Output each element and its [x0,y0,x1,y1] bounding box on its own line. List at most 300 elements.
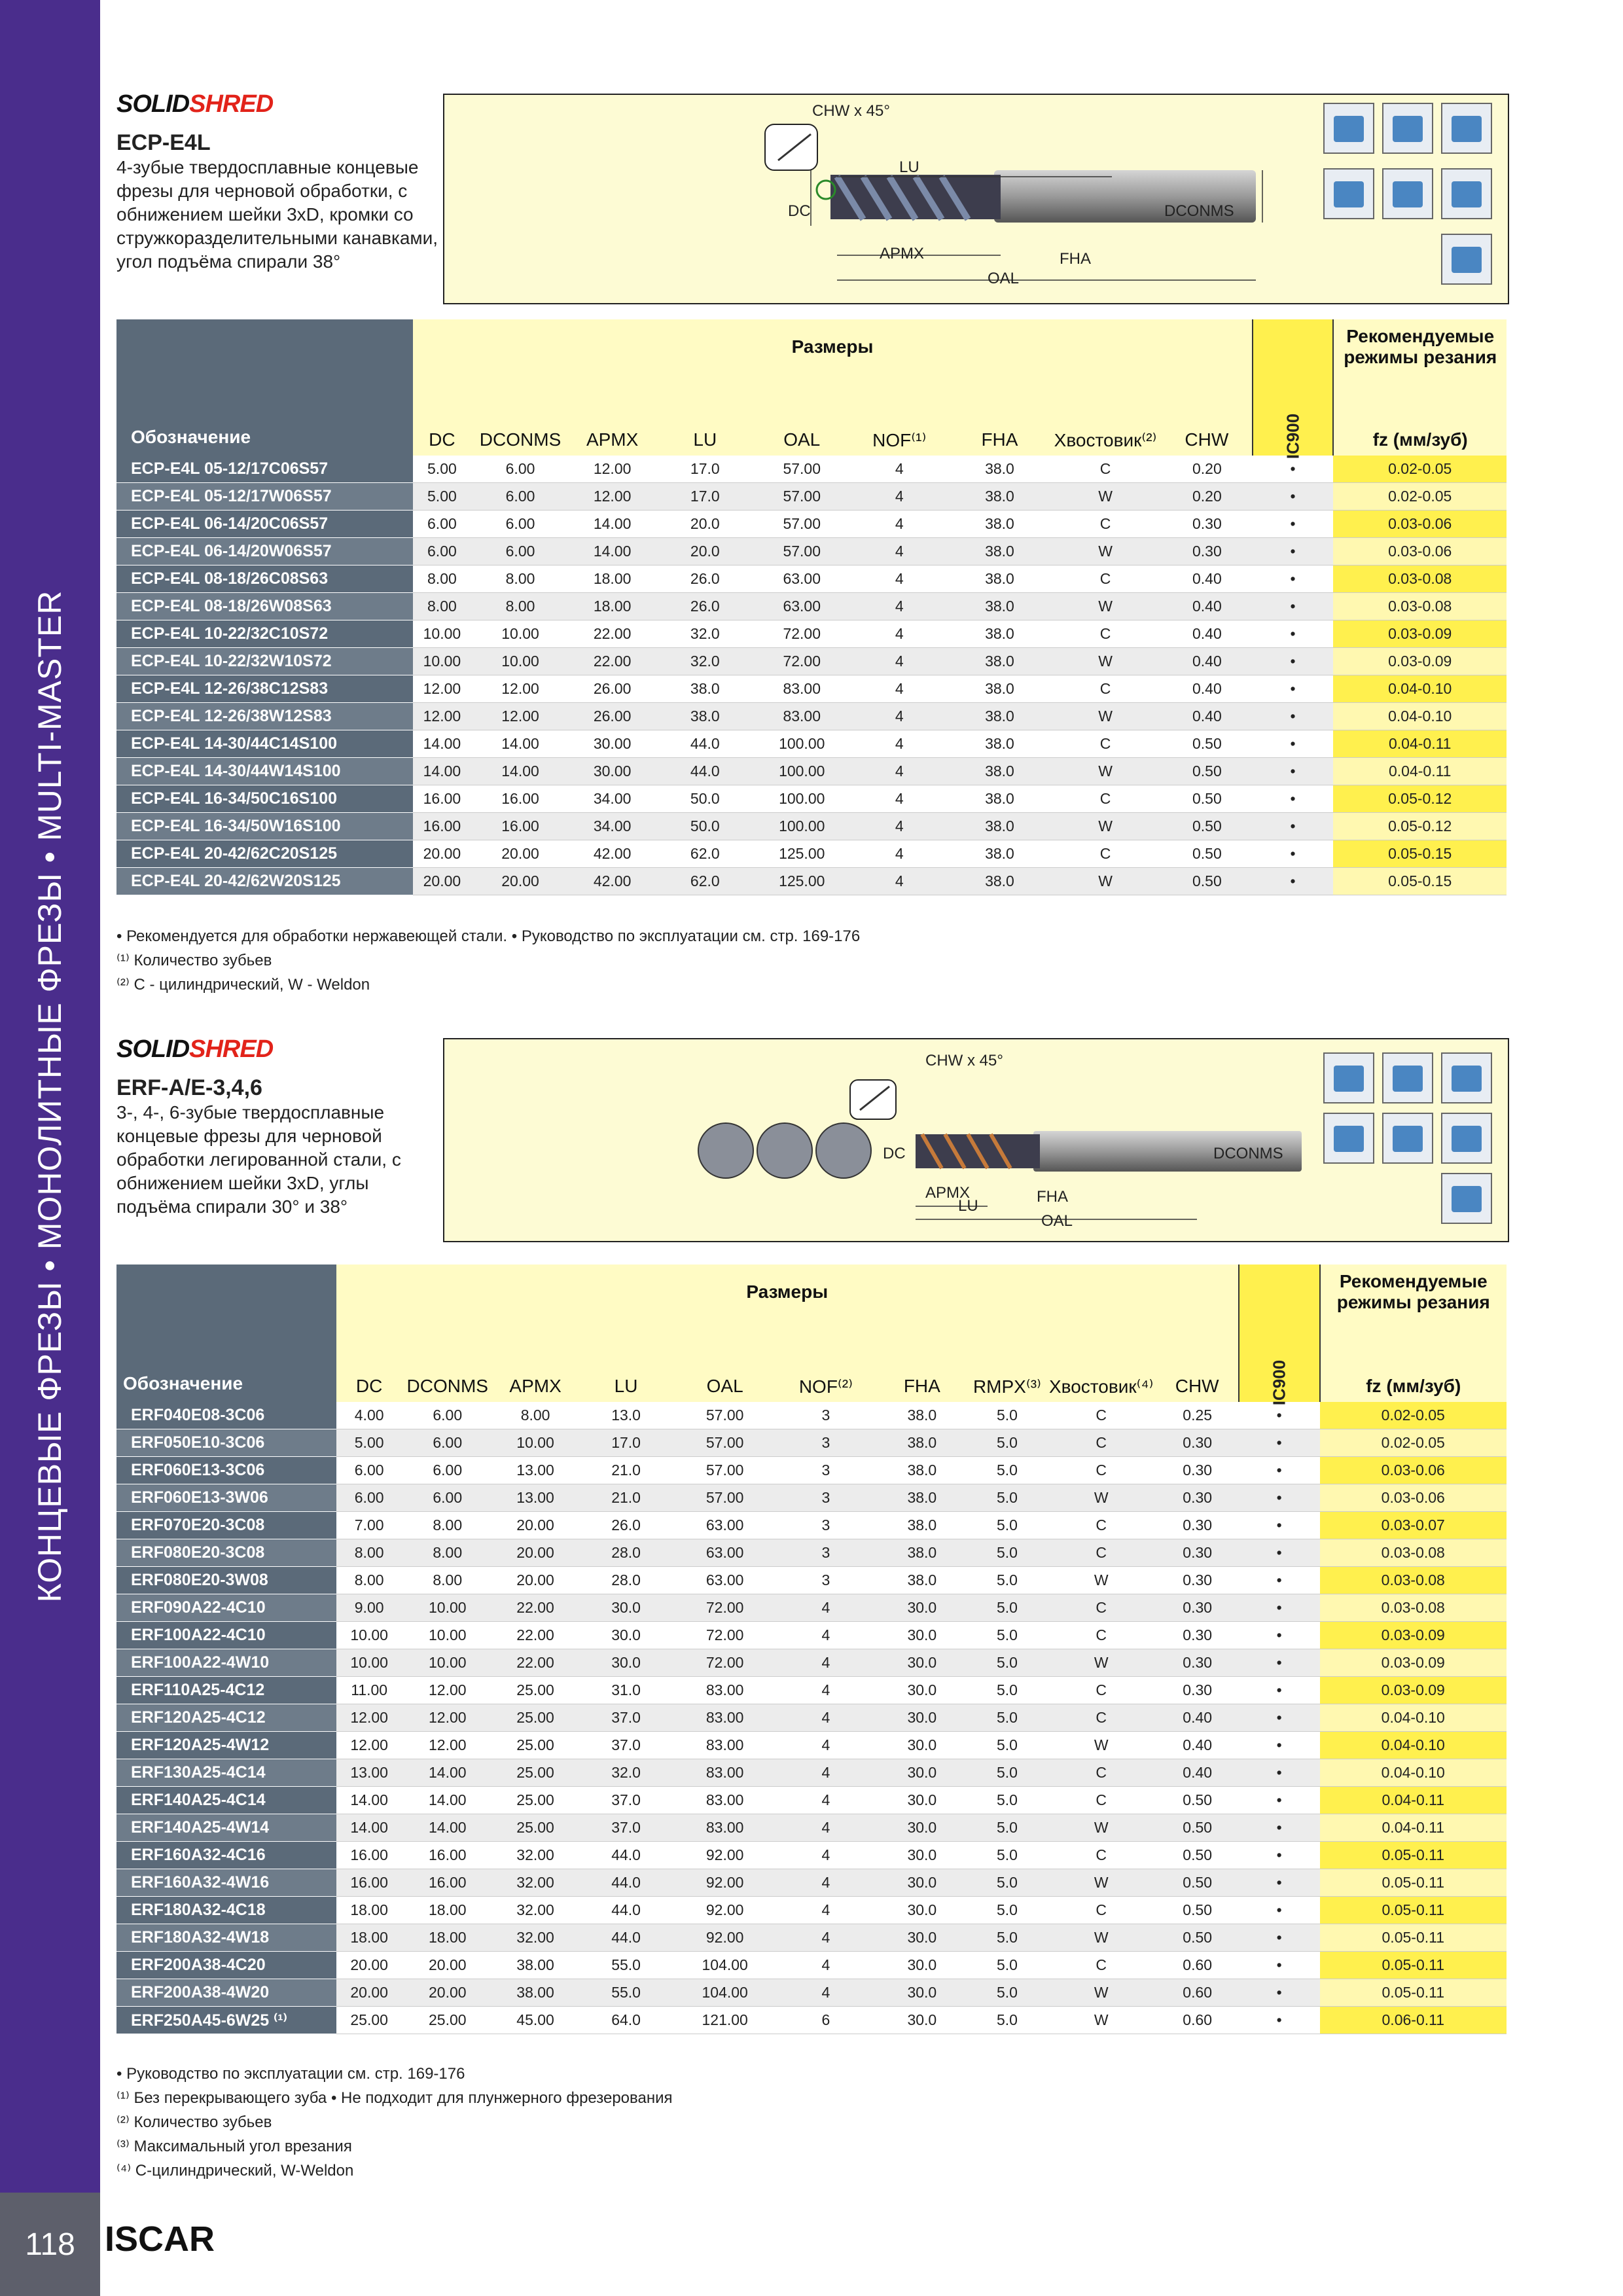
value-cell: 100.00 [755,785,849,813]
grade-availability-cell: • [1239,1759,1320,1787]
value-cell: 0.40 [1162,648,1253,675]
table-row [116,1622,1507,1649]
value-cell: 5.0 [968,1402,1046,1429]
fz-cell: 0.03-0.09 [1320,1622,1507,1649]
value-cell: 4 [849,785,950,813]
footnote: • Рекомендуется для обработки нержавеющей стали. • Руководство по эксплуатации см. стр. 169-176 [116,927,861,945]
value-cell: 5.0 [968,1457,1046,1484]
table-row [116,1704,1507,1732]
designation-cell: ERF200A38-4C20 [116,1952,336,1979]
col-lu: LU [655,424,755,456]
solidshred-logo: SOLIDSHRED [116,1035,274,1063]
pocketing-icon [1441,234,1492,285]
value-cell: 10.00 [471,620,569,648]
value-cell: 21.0 [578,1457,674,1484]
value-cell: 42.00 [570,868,655,895]
value-cell: 25.00 [336,2007,402,2034]
value-cell: 92.00 [674,1924,776,1952]
ramping-icon [1441,1052,1492,1103]
value-cell: W [1049,703,1162,730]
label-lu: LU [899,158,919,176]
value-cell: 5.0 [968,1512,1046,1539]
value-cell: 32.00 [493,1842,578,1869]
value-cell: 3 [776,1567,876,1594]
value-cell: C [1046,1842,1156,1869]
solidshred-logo: SOLIDSHRED [116,90,274,118]
value-cell: 0.40 [1162,703,1253,730]
value-cell: 38.0 [655,675,755,703]
value-cell: 30.0 [876,1952,969,1979]
fz-cell: 0.03-0.08 [1320,1539,1507,1567]
designation-cell: ERF130A25-4C14 [116,1759,336,1787]
value-cell: 5.0 [968,1649,1046,1677]
value-cell: 5.0 [968,1759,1046,1787]
label-dconms: DCONMS [1213,1145,1283,1162]
value-cell: 11.00 [336,1677,402,1704]
value-cell: 0.30 [1156,1567,1239,1594]
value-cell: 6.00 [336,1484,402,1512]
value-cell: 12.00 [413,675,471,703]
col-lu: LU [578,1371,674,1402]
value-cell: 12.00 [402,1704,493,1732]
designation-cell: ERF110A25-4C12 [116,1677,336,1704]
value-cell: 10.00 [413,648,471,675]
grade-availability-cell: • [1239,1622,1320,1649]
value-cell: 4 [849,620,950,648]
value-cell: 0.60 [1156,1979,1239,2007]
value-cell: 38.0 [876,1429,969,1457]
col-dconms: DCONMS [471,424,569,456]
value-cell: 4 [849,483,950,511]
value-cell: 44.0 [655,730,755,758]
value-cell: 20.0 [655,538,755,565]
value-cell: 7.00 [336,1512,402,1539]
value-cell: 63.00 [674,1512,776,1539]
value-cell: 5.0 [968,1567,1046,1594]
value-cell: 38.0 [950,703,1049,730]
table-row [116,1512,1507,1539]
value-cell: C [1046,1594,1156,1622]
fz-cell: 0.04-0.10 [1333,675,1507,703]
value-cell: C [1049,730,1162,758]
value-cell: 4 [776,1732,876,1759]
table-row [116,1677,1507,1704]
value-cell: 14.00 [413,730,471,758]
fz-cell: 0.03-0.06 [1333,538,1507,565]
value-cell: 44.0 [655,758,755,785]
value-cell: 0.20 [1162,456,1253,483]
table-row [116,1814,1507,1842]
grade-availability-cell: • [1239,1897,1320,1924]
fz-cell: 0.05-0.15 [1333,840,1507,868]
value-cell: 57.00 [755,456,849,483]
plunging-icon [1441,168,1492,219]
value-cell: 12.00 [471,675,569,703]
designation-cell: ECP-E4L 08-18/26W08S63 [116,593,413,620]
label-fha: FHA [1060,250,1091,268]
grade-ic900: IC900 [1283,413,1303,459]
value-cell: 57.00 [674,1402,776,1429]
value-cell: 45.00 [493,2007,578,2034]
slotting-icon [1382,103,1433,154]
grade-availability-cell: • [1239,1924,1320,1952]
table-row [116,483,1507,511]
value-cell: 30.0 [578,1649,674,1677]
value-cell: 83.00 [674,1759,776,1787]
designation-cell: ERF060E13-3C06 [116,1457,336,1484]
value-cell: 50.0 [655,813,755,840]
value-cell: 18.00 [570,593,655,620]
value-cell: 4 [849,456,950,483]
value-cell: 0.30 [1156,1677,1239,1704]
value-cell: 38.0 [950,593,1049,620]
sidebar-title: КОНЦЕВЫЕ ФРЕЗЫ • МОНОЛИТНЫЕ ФРЕЗЫ • MULTI-MASTER [31,590,68,1603]
grade-availability-cell: • [1253,840,1334,868]
value-cell: 57.00 [755,483,849,511]
value-cell: 4 [776,1649,876,1677]
value-cell: 6.00 [402,1457,493,1484]
col-designation: Обозначение [123,1373,243,1393]
designation-cell: ERF080E20-3W08 [116,1567,336,1594]
value-cell: 22.00 [493,1594,578,1622]
value-cell: 25.00 [493,1759,578,1787]
ramping-icon [1441,103,1492,154]
value-cell: 0.30 [1156,1539,1239,1567]
grade-availability-cell: • [1253,675,1334,703]
footnote: ⁽³⁾ Максимальный угол врезания [116,2138,352,2155]
value-cell: W [1046,1924,1156,1952]
value-cell: 92.00 [674,1842,776,1869]
grade-availability-cell: • [1253,648,1334,675]
fz-cell: 0.02-0.05 [1333,456,1507,483]
notes-ecp [116,924,860,997]
value-cell: W [1046,1979,1156,2007]
value-cell: 4 [849,840,950,868]
designation-cell: ECP-E4L 20-42/62C20S125 [116,840,413,868]
value-cell: 16.00 [471,785,569,813]
designation-cell: ERF120A25-4W12 [116,1732,336,1759]
value-cell: 20.00 [413,840,471,868]
value-cell: 72.00 [674,1649,776,1677]
value-cell: 30.0 [876,1897,969,1924]
col-dconms: DCONMS [402,1371,493,1402]
table-row [116,1457,1507,1484]
table-erf-body [116,1402,1507,2034]
circular-interpolation-icon [1382,1113,1433,1164]
value-cell: 8.00 [413,565,471,593]
grade-availability-cell: • [1239,1677,1320,1704]
value-cell: 14.00 [336,1787,402,1814]
table-row [116,1869,1507,1897]
label-apmx: APMX [880,245,925,262]
value-cell: 3 [776,1512,876,1539]
grade-availability-cell: • [1239,1402,1320,1429]
grade-availability-cell: • [1239,1704,1320,1732]
value-cell: 5.0 [968,1429,1046,1457]
value-cell: 37.0 [578,1814,674,1842]
value-cell: 55.0 [578,1979,674,2007]
value-cell: 57.00 [674,1484,776,1512]
value-cell: 0.30 [1156,1594,1239,1622]
designation-cell: ECP-E4L 05-12/17C06S57 [116,456,413,483]
grade-availability-cell: • [1253,813,1334,840]
table-row [116,1897,1507,1924]
value-cell: 0.50 [1156,1869,1239,1897]
value-cell: 4 [776,1842,876,1869]
value-cell: 12.00 [570,456,655,483]
value-cell: 5.0 [968,1704,1046,1732]
value-cell: 38.0 [950,511,1049,538]
value-cell: 6.00 [402,1484,493,1512]
col-designation: Обозначение [131,427,251,447]
value-cell: 26.0 [655,593,755,620]
value-cell: 20.00 [471,840,569,868]
value-cell: 3 [776,1539,876,1567]
table-row [116,1594,1507,1622]
table-row [116,1979,1507,2007]
value-cell: W [1049,593,1162,620]
grade-availability-cell: • [1253,730,1334,758]
value-cell: 5.0 [968,1924,1046,1952]
value-cell: 30.0 [876,1814,969,1842]
value-cell: 0.30 [1156,1429,1239,1457]
value-cell: 38.0 [950,483,1049,511]
value-cell: 0.50 [1162,730,1253,758]
value-cell: 37.0 [578,1704,674,1732]
grade-availability-cell: • [1253,456,1334,483]
fz-cell: 0.03-0.08 [1333,565,1507,593]
col-fha: FHA [950,424,1049,456]
fz-cell: 0.03-0.09 [1320,1649,1507,1677]
helical-interpolation-icon [1323,1113,1374,1164]
value-cell: 63.00 [755,593,849,620]
value-cell: 8.00 [336,1567,402,1594]
fz-cell: 0.05-0.12 [1333,785,1507,813]
plunging-icon [1441,1113,1492,1164]
value-cell: 32.0 [655,620,755,648]
value-cell: W [1046,1869,1156,1897]
value-cell: 92.00 [674,1897,776,1924]
table-row [116,730,1507,758]
table-row [116,1924,1507,1952]
circular-interpolation-icon [1382,168,1433,219]
fz-cell: 0.04-0.10 [1320,1704,1507,1732]
fz-cell: 0.04-0.10 [1320,1732,1507,1759]
value-cell: 25.00 [493,1732,578,1759]
value-cell: C [1046,1759,1156,1787]
col-dc: DC [336,1371,402,1402]
grade-availability-cell: • [1239,1649,1320,1677]
value-cell: 57.00 [674,1457,776,1484]
value-cell: 38.0 [950,840,1049,868]
designation-cell: ERF070E20-3C08 [116,1512,336,1539]
fz-cell: 0.03-0.09 [1333,648,1507,675]
value-cell: 30.0 [876,1842,969,1869]
col-shank: Хвостовик⁽⁴⁾ [1046,1371,1156,1402]
value-cell: 18.00 [570,565,655,593]
value-cell: W [1049,538,1162,565]
grade-availability-cell: • [1239,1594,1320,1622]
value-cell: 4 [849,648,950,675]
value-cell: 9.00 [336,1594,402,1622]
designation-cell: ERF100A22-4W10 [116,1649,336,1677]
value-cell: 18.00 [336,1897,402,1924]
grade-availability-cell: • [1253,868,1334,895]
value-cell: 38.0 [950,648,1049,675]
shoulder-milling-icon [1323,103,1374,154]
fz-cell: 0.05-0.15 [1333,868,1507,895]
table-row [116,620,1507,648]
fz-cell: 0.04-0.10 [1320,1759,1507,1787]
designation-cell: ERF180A32-4W18 [116,1924,336,1952]
value-cell: 0.60 [1156,1952,1239,1979]
value-cell: 20.0 [655,511,755,538]
value-cell: 125.00 [755,840,849,868]
group-cutting-modes: Рекомендуемые режимы резания [1336,1271,1490,1312]
value-cell: 0.50 [1156,1787,1239,1814]
grade-availability-cell: • [1239,1979,1320,2007]
value-cell: 5.0 [968,1787,1046,1814]
value-cell: 5.0 [968,2007,1046,2034]
value-cell: 4 [776,1979,876,2007]
value-cell: 44.0 [578,1897,674,1924]
designation-cell: ERF140A25-4C14 [116,1787,336,1814]
value-cell: 38.0 [876,1457,969,1484]
label-oal: OAL [988,270,1020,287]
value-cell: 4 [849,675,950,703]
fz-cell: 0.05-0.11 [1320,1869,1507,1897]
value-cell: C [1046,1622,1156,1649]
value-cell: 5.0 [968,1594,1046,1622]
fz-cell: 0.02-0.05 [1333,483,1507,511]
fz-cell: 0.05-0.11 [1320,1924,1507,1952]
designation-cell: ECP-E4L 14-30/44C14S100 [116,730,413,758]
col-nof: NOF⁽²⁾ [776,1371,876,1402]
value-cell: 0.40 [1162,675,1253,703]
value-cell: C [1049,565,1162,593]
value-cell: 25.00 [402,2007,493,2034]
table-row [116,1759,1507,1787]
value-cell: 6.00 [471,538,569,565]
designation-cell: ECP-E4L 14-30/44W14S100 [116,758,413,785]
value-cell: 8.00 [402,1567,493,1594]
value-cell: 4 [849,593,950,620]
designation-cell: ECP-E4L 06-14/20C06S57 [116,511,413,538]
value-cell: 4.00 [336,1402,402,1429]
value-cell: W [1049,868,1162,895]
value-cell: 20.00 [493,1512,578,1539]
value-cell: 25.00 [493,1814,578,1842]
value-cell: 6.00 [471,483,569,511]
value-cell: 30.0 [876,1622,969,1649]
value-cell: 4 [849,703,950,730]
designation-cell: ECP-E4L 10-22/32W10S72 [116,648,413,675]
label-chw: CHW x 45° [812,102,890,120]
value-cell: 4 [776,1787,876,1814]
fz-cell: 0.03-0.08 [1320,1594,1507,1622]
value-cell: C [1046,1402,1156,1429]
fz-cell: 0.03-0.08 [1320,1567,1507,1594]
value-cell: 30.00 [570,730,655,758]
fz-cell: 0.03-0.09 [1333,620,1507,648]
value-cell: 38.0 [876,1512,969,1539]
value-cell: C [1046,1897,1156,1924]
col-apmx: APMX [570,424,655,456]
value-cell: 57.00 [674,1429,776,1457]
value-cell: 0.30 [1156,1649,1239,1677]
value-cell: 10.00 [336,1622,402,1649]
value-cell: 63.00 [674,1567,776,1594]
label-dc: DC [883,1145,906,1162]
grade-availability-cell: • [1253,620,1334,648]
value-cell: 14.00 [471,730,569,758]
value-cell: 5.00 [413,483,471,511]
fz-cell: 0.05-0.12 [1333,813,1507,840]
grade-availability-cell: • [1239,1484,1320,1512]
value-cell: 38.0 [950,868,1049,895]
grade-availability-cell: • [1239,1457,1320,1484]
footnote: • Руководство по эксплуатации см. стр. 169-176 [116,2065,465,2083]
value-cell: 32.00 [493,1924,578,1952]
designation-cell: ECP-E4L 20-42/62W20S125 [116,868,413,895]
value-cell: 20.00 [471,868,569,895]
fz-cell: 0.04-0.11 [1320,1787,1507,1814]
value-cell: 4 [776,1622,876,1649]
col-fz: fz (мм/зуб) [1320,1371,1507,1402]
value-cell: 72.00 [755,620,849,648]
value-cell: 30.0 [876,1759,969,1787]
fz-cell: 0.05-0.11 [1320,1952,1507,1979]
designation-cell: ERF160A32-4W16 [116,1869,336,1897]
value-cell: 8.00 [471,593,569,620]
product-description: 4-зубые твердосплавные концевые фрезы для черновой обработки, с обнижением шейки 3xD, кромки со стружкоразделительными канавками, угол подъёма спирали 38° [116,157,438,272]
value-cell: 64.0 [578,2007,674,2034]
value-cell: 5.0 [968,1622,1046,1649]
designation-cell: ECP-E4L 12-26/38C12S83 [116,675,413,703]
value-cell: 30.0 [876,1704,969,1732]
product-description: 3-, 4-, 6-зубые твердосплавные концевые фрезы для черновой обработки легированной стали, с обнижением шейки 3xD, углы подъёма спирали 30° и 38° [116,1102,401,1217]
value-cell: 0.30 [1162,538,1253,565]
grade-availability-cell: • [1253,593,1334,620]
designation-cell: ERF050E10-3C06 [116,1429,336,1457]
value-cell: 16.00 [471,813,569,840]
value-cell: 0.40 [1156,1732,1239,1759]
product-title: ERF-A/E-3,4,6 [116,1075,262,1100]
value-cell: 0.40 [1162,565,1253,593]
value-cell: 0.40 [1162,620,1253,648]
value-cell: 16.00 [336,1842,402,1869]
value-cell: 4 [776,1869,876,1897]
value-cell: 26.00 [570,675,655,703]
value-cell: 72.00 [674,1622,776,1649]
value-cell: 25.00 [493,1704,578,1732]
table-row [116,813,1507,840]
value-cell: 4 [776,1924,876,1952]
table-row [116,758,1507,785]
value-cell: 6.00 [471,456,569,483]
col-oal: OAL [674,1371,776,1402]
table-row [116,1842,1507,1869]
value-cell: 18.00 [336,1924,402,1952]
col-nof: NOF⁽¹⁾ [849,424,950,456]
value-cell: 0.50 [1162,868,1253,895]
table-row [116,1649,1507,1677]
value-cell: 44.0 [578,1842,674,1869]
value-cell: C [1046,1457,1156,1484]
designation-cell: ERF100A22-4C10 [116,1622,336,1649]
group-cutting-modes: Рекомендуемые режимы резания [1344,326,1497,367]
value-cell: 17.0 [655,456,755,483]
